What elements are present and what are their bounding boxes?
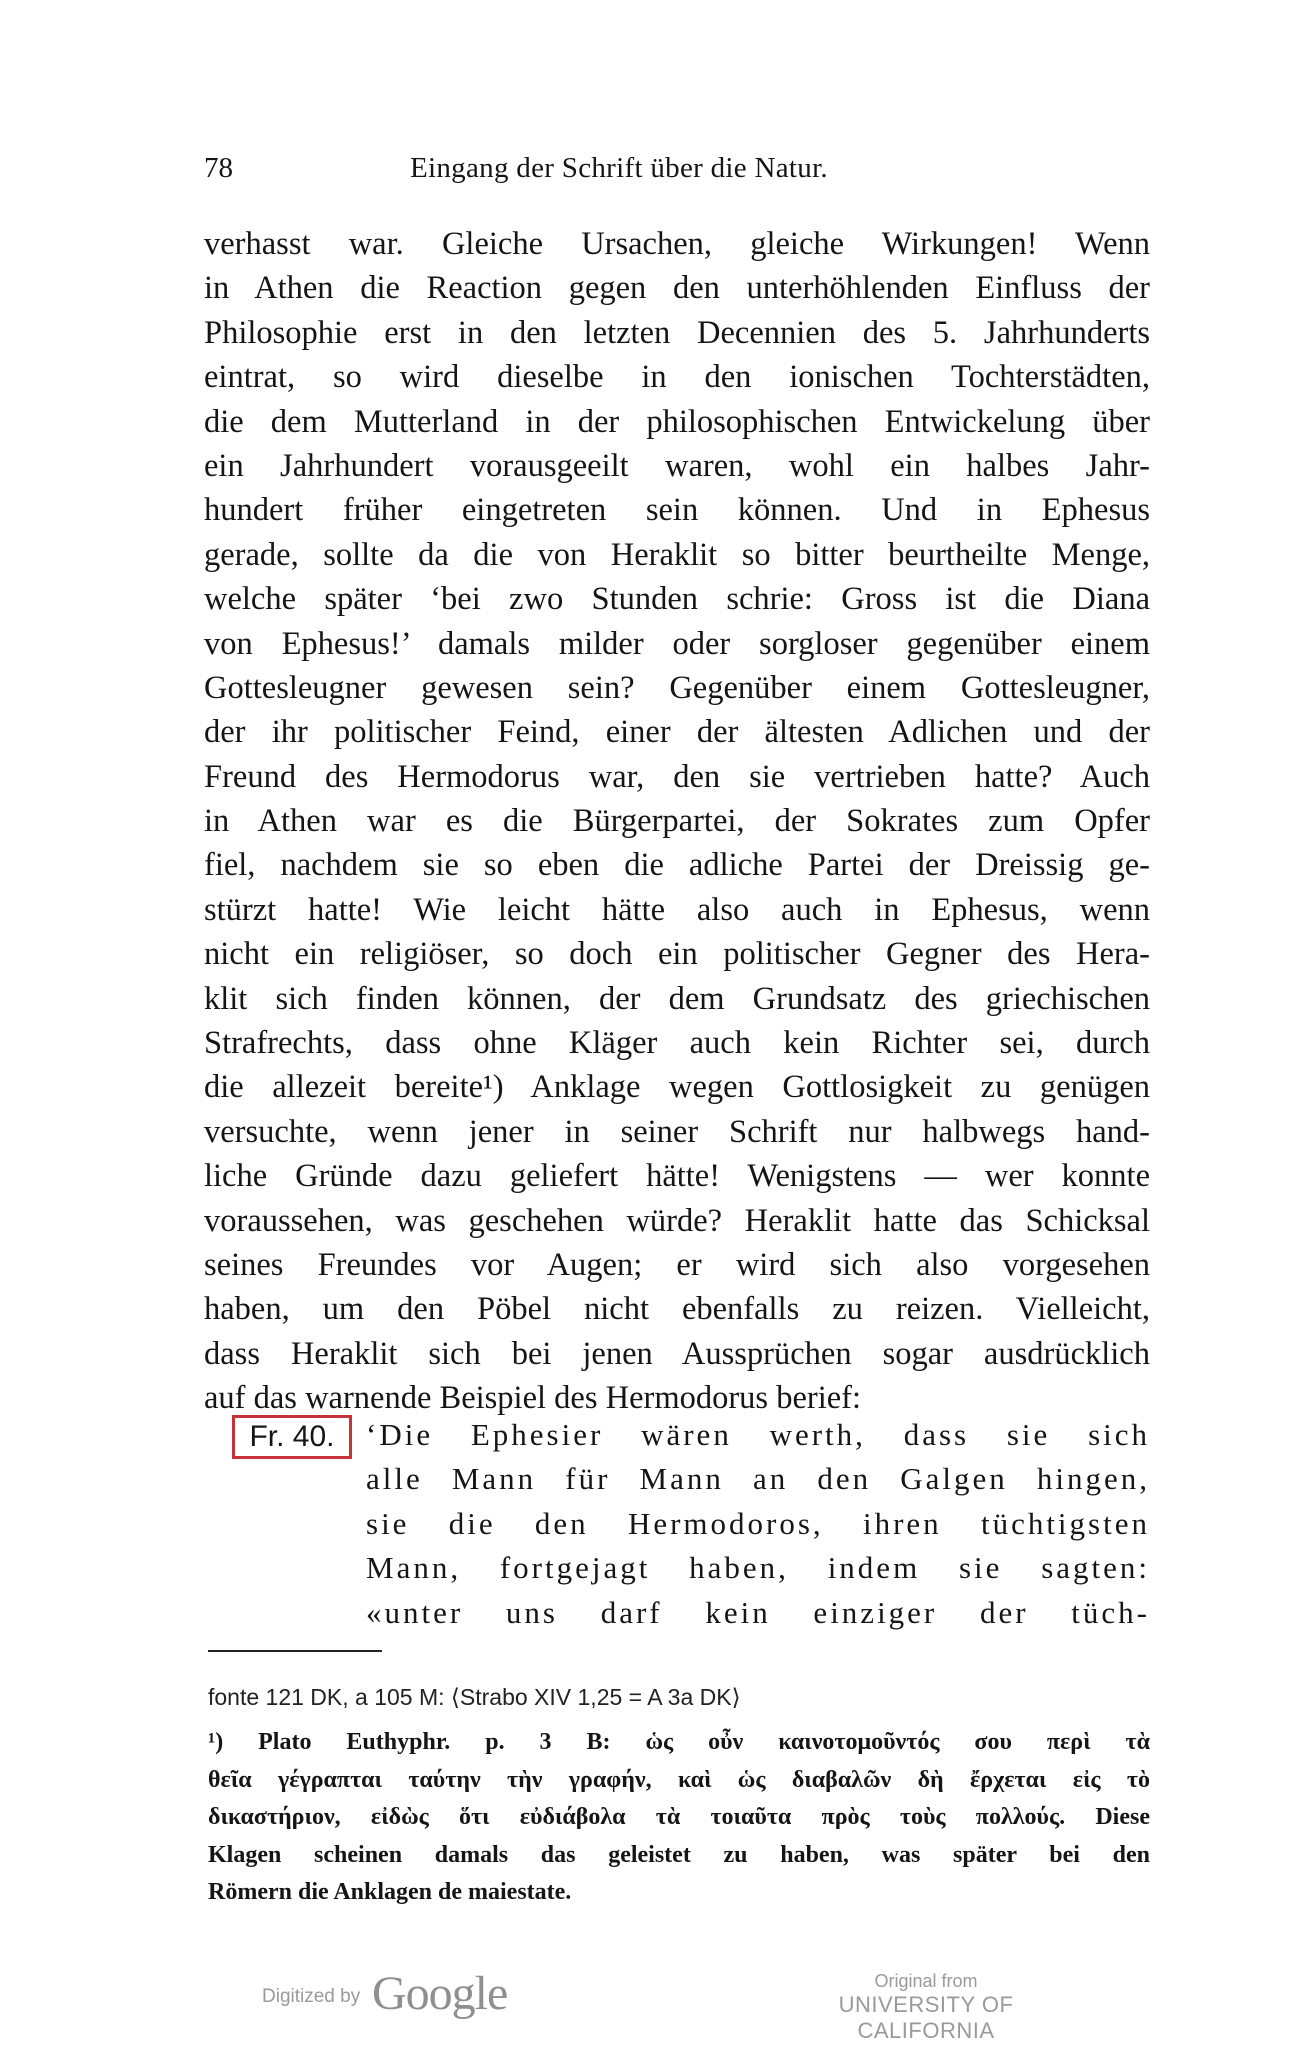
text-line: der ihr politischer Feind, einer der ältesten Adlichen und der bbox=[204, 714, 1150, 751]
footnote-line: δικαστήριον, εἰδὼς ὅτι εὐδιάβολα τὰ τοιαῦτα πρὸς τοὺς πολλούς. Diese bbox=[208, 1804, 1150, 1830]
text-line: haben, um den Pöbel nicht ebenfalls zu reizen. Vielleicht, bbox=[204, 1291, 1150, 1328]
text-line: von Ephesus!’ damals milder oder sorgloser gegenüber einem bbox=[204, 625, 1150, 662]
text-line: Freund des Hermodorus war, den sie vertrieben hatte? Auch bbox=[204, 758, 1150, 795]
fragment-line: alle Mann für Mann an den Galgen hingen, bbox=[366, 1461, 1150, 1497]
digitized-by-label: Digitized by bbox=[262, 1986, 361, 2007]
text-line: liche Gründe dazu geliefert hätte! Wenigstens — wer konnte bbox=[204, 1158, 1150, 1195]
source-note: fonte 121 DK, a 105 M: ⟨Strabo XIV 1,25 = A 3a DK⟩ bbox=[208, 1684, 741, 1710]
google-logo: Google bbox=[372, 1967, 508, 2020]
text-line: versuchte, wenn jener in seiner Schrift nur halbwegs hand- bbox=[204, 1113, 1150, 1150]
text-line: stürzt hatte! Wie leicht hätte also auch in Ephesus, wenn bbox=[204, 891, 1150, 928]
footnote-line: θεῖα γέγραπται ταύτην τὴν γραφήν, καὶ ὡς διαβαλῶν δὴ ἔρχεται εἰς τὸ bbox=[208, 1766, 1150, 1793]
text-line: Gottesleugner gewesen sein? Gegenüber einem Gottesleugner, bbox=[204, 669, 1150, 706]
page-number: 78 bbox=[204, 152, 233, 184]
text-line: eintrat, so wird dieselbe in den ionischen Tochterstädten, bbox=[204, 359, 1150, 396]
running-title: Eingang der Schrift über die Natur. bbox=[410, 152, 828, 184]
institution-name: UNIVERSITY OF CALIFORNIA bbox=[838, 1992, 1014, 2043]
footnote-divider bbox=[208, 1650, 382, 1652]
fragment-label[interactable]: Fr. 40. bbox=[232, 1415, 352, 1459]
text-line: welche später ‘bei zwo Stunden schrie: Gross ist die Diana bbox=[204, 581, 1150, 618]
fragment-line: Mann, fortgejagt haben, indem sie sagten: bbox=[366, 1550, 1150, 1586]
running-header bbox=[0, 152, 1310, 192]
text-line: Philosophie erst in den letzten Decennien des 5. Jahrhunderts bbox=[204, 314, 1150, 351]
text-line: voraussehen, was geschehen würde? Heraklit hatte das Schicksal bbox=[204, 1202, 1150, 1239]
body-text bbox=[204, 222, 1150, 1421]
text-line: hundert früher eingetreten sein können. Und in Ephesus bbox=[204, 492, 1150, 529]
text-line: gerade, sollte da die von Heraklit so bitter beurtheilte Menge, bbox=[204, 536, 1150, 573]
fragment-line: sie die den Hermodoros, ihren tüchtigsten bbox=[366, 1505, 1150, 1541]
text-line: Strafrechts, dass ohne Kläger auch kein Richter sei, durch bbox=[204, 1025, 1150, 1062]
text-line: fiel, nachdem sie so eben die adliche Partei der Dreissig ge- bbox=[204, 847, 1150, 884]
text-line: die dem Mutterland in der philosophischen Entwickelung über bbox=[204, 403, 1150, 440]
text-line: die allezeit bereite¹) Anklage wegen Gottlosigkeit zu genügen bbox=[204, 1069, 1150, 1106]
footnote-line: ¹) Plato Euthyphr. p. 3 B: ὡς οὖν καινοτομοῦντός σου περὶ τὰ bbox=[208, 1729, 1150, 1755]
footnote bbox=[208, 1724, 1150, 1912]
text-line: nicht ein religiöser, so doch ein politischer Gegner des Hera- bbox=[204, 936, 1150, 973]
text-line: auf das warnende Beispiel des Hermodorus berief: bbox=[204, 1380, 861, 1417]
text-line: in Athen war es die Bürgerpartei, der Sokrates zum Opfer bbox=[204, 803, 1150, 840]
original-from-watermark bbox=[776, 1970, 1076, 2044]
text-line: seines Freundes vor Augen; er wird sich also vorgesehen bbox=[204, 1246, 1150, 1283]
fragment-text bbox=[366, 1413, 1150, 1635]
text-line: verhasst war. Gleiche Ursachen, gleiche Wirkungen! Wenn bbox=[204, 226, 1150, 262]
footnote-line: Römern die Anklagen de maiestate. bbox=[208, 1879, 572, 1905]
text-line: klit sich finden können, der dem Grundsatz des griechischen bbox=[204, 980, 1150, 1017]
text-line: dass Heraklit sich bei jenen Aussprüchen sogar ausdrücklich bbox=[204, 1335, 1150, 1372]
original-from-label: Original from bbox=[874, 1971, 978, 1991]
fragment-line: ‘Die Ephesier wären werth, dass sie sich bbox=[366, 1417, 1150, 1452]
text-line: in Athen die Reaction gegen den unterhöhlenden Einfluss der bbox=[204, 270, 1150, 307]
text-line: ein Jahrhundert vorausgeeilt waren, wohl ein halbes Jahr- bbox=[204, 447, 1150, 484]
footnote-line: Klagen scheinen damals das geleistet zu haben, was später bei den bbox=[208, 1841, 1150, 1868]
fragment-line: «unter uns darf kein einziger der tüch- bbox=[366, 1594, 1150, 1630]
